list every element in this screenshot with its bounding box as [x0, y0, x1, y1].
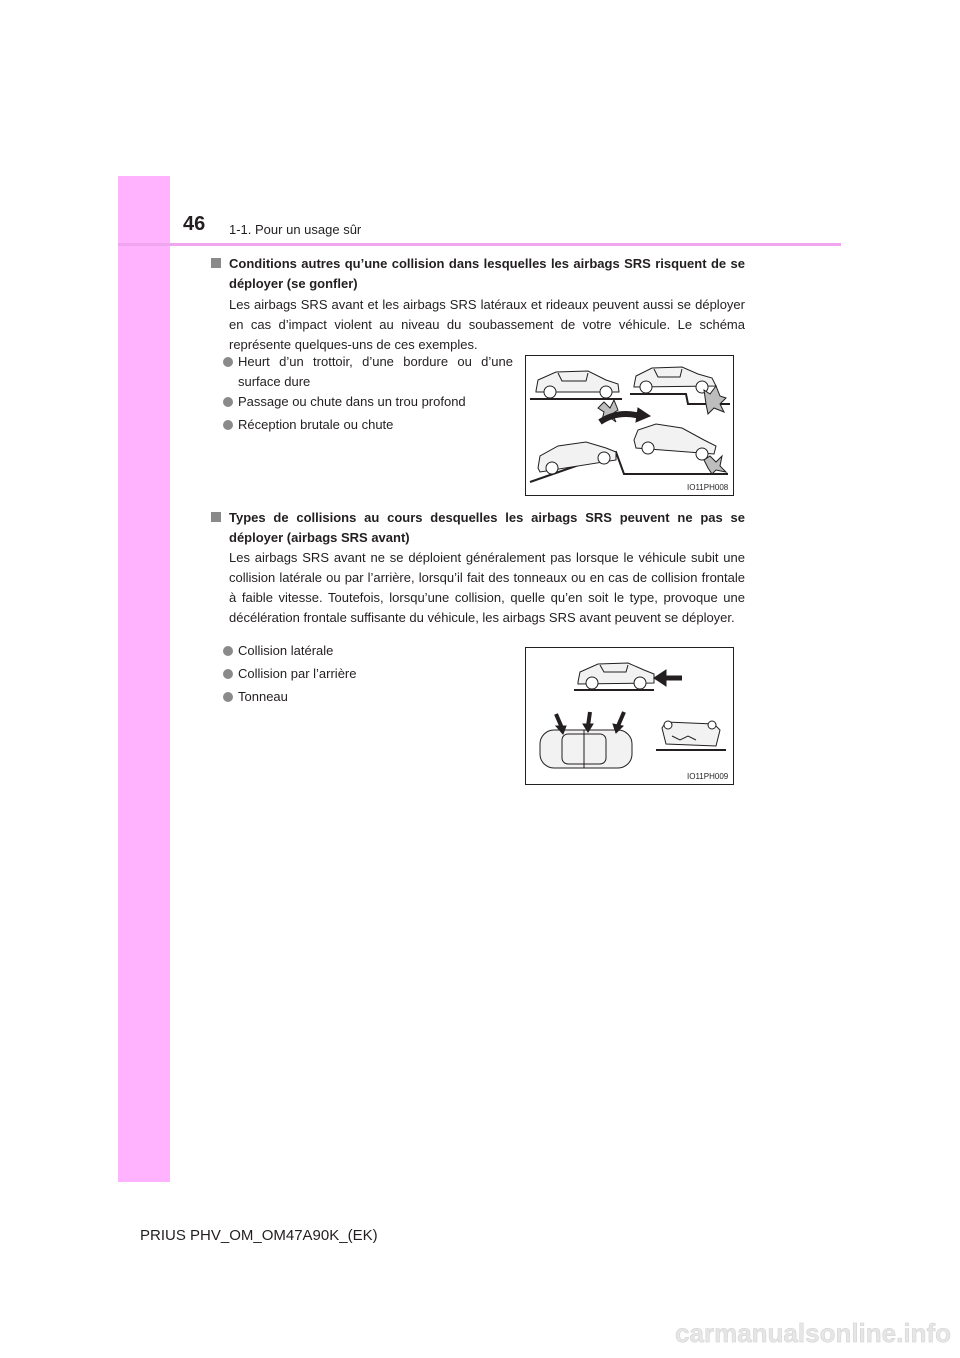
- square-bullet-icon: [211, 512, 221, 522]
- list-item: [223, 664, 357, 684]
- paragraph-non-collision: Les airbags SRS avant et les airbags SRS latéraux et rideaux peuvent aussi se déployer en cas d’impact violent au niveau du soubassement de votre véhicule. Le schéma représente quelques-uns de ces exemples.: [229, 297, 745, 352]
- bullet-dot-icon: [223, 420, 233, 430]
- figure-label: IO11PH008: [687, 483, 729, 492]
- list-item-text: Heurt d’un trottoir, d’une bordure ou d’une surface dure: [238, 354, 513, 389]
- car-bump-illustration: [630, 367, 730, 414]
- heading-text: Conditions autres qu’une collision dans lesquelles les airbags SRS risquent de se déployer (se gonfler): [229, 256, 745, 291]
- list-item: [223, 415, 393, 435]
- section-title: 1-1. Pour un usage sûr: [229, 222, 362, 237]
- list-item: [223, 641, 333, 661]
- car-jump-illustration: [530, 408, 728, 482]
- list-item-text: Tonneau: [238, 689, 288, 704]
- square-bullet-icon: [211, 258, 221, 268]
- footer-document-id: PRIUS PHV_OM_OM47A90K_(EK): [140, 1227, 378, 1244]
- page-number: 46: [183, 213, 206, 235]
- heading-text: Types de collisions au cours desquelles les airbags SRS peuvent ne pas se déployer (airbags SRS avant): [229, 510, 745, 545]
- paragraph-collision-types: Les airbags SRS avant ne se déploient généralement pas lorsque le véhicule subit une collision latérale ou par l’arrière, lorsqu’il fait des tonneaux ou en cas de collision frontale à faible vitesse. Toutefois, lorsqu’une collision, quelle qu’en soit le type, provoque une décélération frontale suffisante du véhicule, les airbags SRS avant peuvent se déployer.: [229, 550, 745, 625]
- header-rule: [118, 243, 841, 246]
- figure-collision-types-illustration: [525, 647, 734, 785]
- bullet-dot-icon: [223, 397, 233, 407]
- list-item-text: Collision par l’arrière: [238, 666, 357, 681]
- heading-non-collision-deployment: [211, 254, 745, 294]
- bullet-dot-icon: [223, 692, 233, 702]
- list-item: [223, 392, 466, 412]
- bullet-dot-icon: [223, 669, 233, 679]
- car-side-collision-illustration: [540, 712, 632, 768]
- chapter-tab-band: [118, 176, 170, 1182]
- watermark-logo: [606, 1312, 956, 1352]
- bullet-dot-icon: [223, 357, 233, 367]
- figure-label: IO11PH009: [687, 772, 729, 781]
- figure-underbody-impact-illustration: [525, 355, 734, 496]
- list-item: [223, 687, 288, 707]
- list-item-text: Passage ou chute dans un trou profond: [238, 394, 466, 409]
- bullet-dot-icon: [223, 646, 233, 656]
- car-rollover-illustration: [656, 721, 726, 750]
- list-item-text: Collision latérale: [238, 643, 334, 658]
- list-item: [223, 352, 513, 392]
- svg-text:carmanualsonline.info: carmanualsonline.info: [675, 1318, 951, 1348]
- heading-collision-types: [211, 508, 745, 548]
- car-rear-collision-illustration: [574, 663, 682, 690]
- list-item-text: Réception brutale ou chute: [238, 417, 394, 432]
